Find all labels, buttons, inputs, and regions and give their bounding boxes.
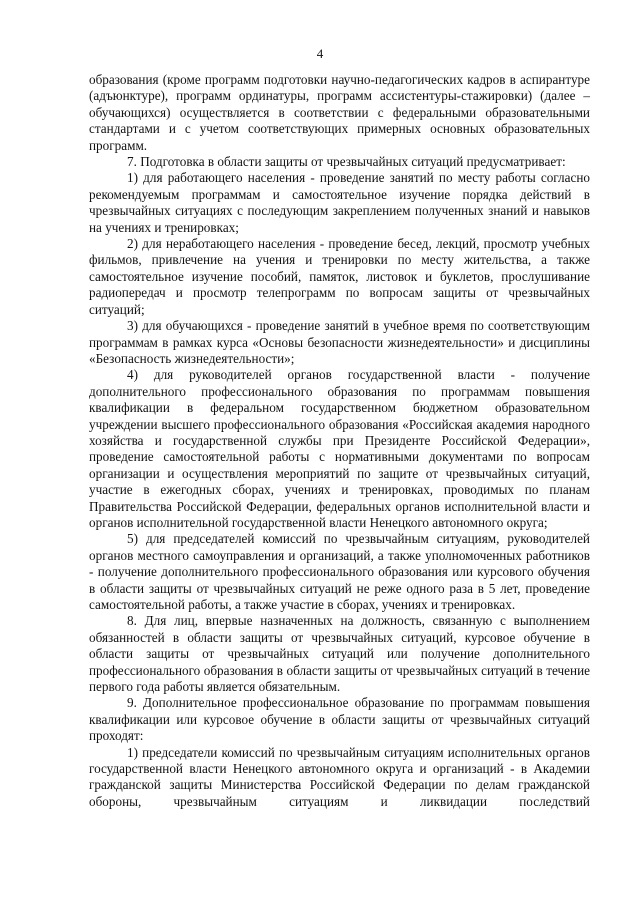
paragraph-item-7-3: 3) для обучающихся - проведение занятий в учебное время по соответствующим программам в рамках курса «Основы безопасности жизнедеятельности» и дисциплины «Безопасность жизнедеятельности»;: [89, 318, 590, 366]
paragraph-item-9: 9. Дополнительное профессиональное образование по программам повышения квалификации или курсовое обучение в области защиты от чрезвычайных ситуаций проходят:: [89, 695, 590, 744]
paragraph-continuation: образования (кроме программ подготовки научно-педагогических кадров в аспирантуре (адъюнктуре), программ ординатуры, программ ассистентуры-стажировки) (далее – обучающихся) осуществляется в соответствии с федеральными образовательными стандартами и с учетом соответствующих примерных основных образовательных программ.: [89, 72, 590, 153]
paragraph-item-7-1: 1) для работающего населения - проведение занятий по месту работы согласно рекомендуемым программам и самостоятельное изучение порядка действий в чрезвычайных ситуациях с последующим закреплением полученных знаний и навыков на учениях и тренировках;: [89, 170, 590, 235]
document-body: [89, 72, 590, 810]
paragraph-item-8: 8. Для лиц, впервые назначенных на должность, связанную с выполнением обязанностей в области защиты от чрезвычайных ситуаций, курсовое обучение в области защиты от чрезвычайных ситуаций или получение дополнительного профессионального образования в области защиты от чрезвычайных ситуаций в течение первого года работы является обязательным.: [89, 613, 590, 695]
paragraph-item-7-2: 2) для неработающего населения - проведение бесед, лекций, просмотр учебных фильмов, привлечение на учения и тренировки по месту жительства, а также самостоятельное изучение пособий, памяток, листовок и буклетов, прослушивание радиопередач и просмотр телепрограмм по вопросам защиты от чрезвычайных ситуаций;: [89, 236, 590, 317]
paragraph-item-9-1: 1) председатели комиссий по чрезвычайным ситуациям исполнительных органов государственной власти Ненецкого автономного округа и организаций - в Академии гражданской защиты Министерства Российской Федерации по делам гражданской обороны, чрезвычайным ситуациям и ликвидации последствий: [89, 744, 590, 809]
paragraph-item-7-5: 5) для председателей комиссий по чрезвычайным ситуациям, руководителей органов местного самоуправления и организаций, а также уполномоченных работников - получение дополнительного профессионального образования или курсового обучения в области защиты от чрезвычайных ситуаций не реже одного раза в 5 лет, проведение самостоятельной работы, а также участие в сборах, учениях и тренировках.: [89, 531, 590, 612]
paragraph-item-7: 7. Подготовка в области защиты от чрезвычайных ситуаций предусматривает:: [127, 154, 566, 170]
paragraph-item-7-4: 4) для руководителей органов государственной власти - получение дополнительного профессионального образования по программам повышения квалификации в федеральном государственном бюджетном образовательном учреждении высшего профессионального образования «Российская академия народного хозяйства и государственной службы при Президенте Российской Федерации», проведение самостоятельной работы с нормативными документами по вопросам организации и осуществления мероприятий по защите от чрезвычайных ситуаций, участие в ежегодных сборах, учениях и тренировках, проводимых по планам Правительства Российской Федерации, федеральных органов исполнительной власти и органов исполнительной государственной власти Ненецкого автономного округа;: [89, 367, 590, 530]
page-number: 4: [316, 46, 324, 61]
